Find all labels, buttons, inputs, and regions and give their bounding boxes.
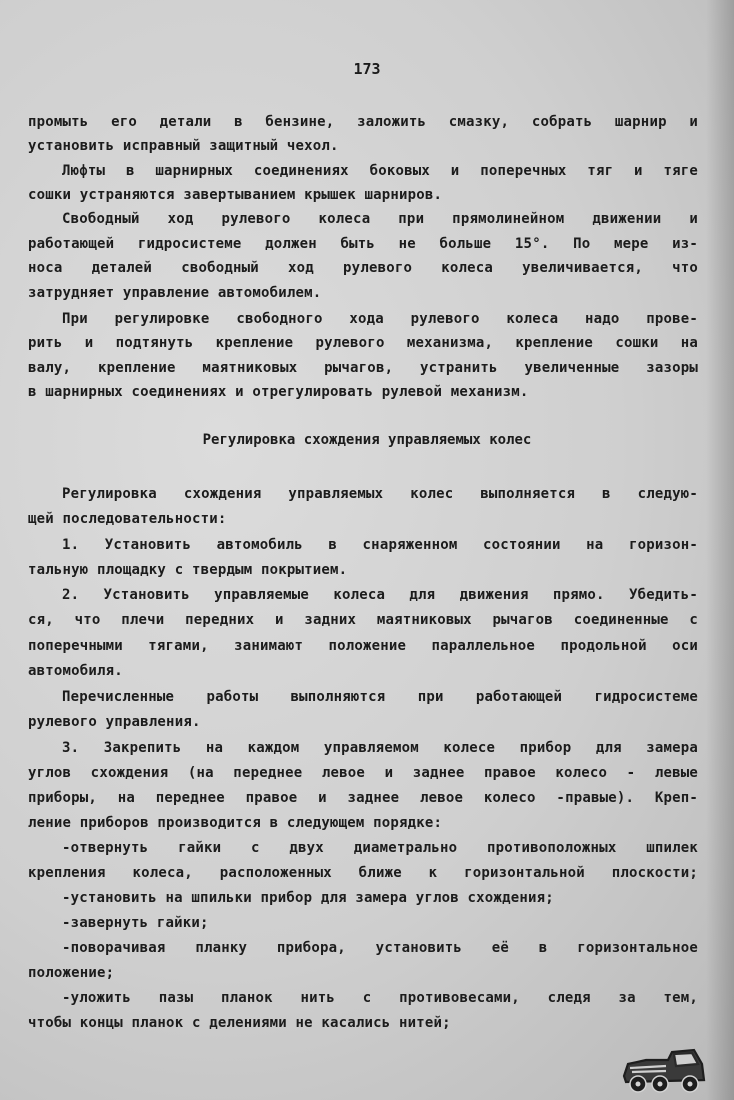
text-line: установить исправный защитный чехол. xyxy=(28,138,339,154)
text-line: -уложить пазы планок нить с противовесами, следя за тем, xyxy=(62,990,698,1006)
text-line: щей последовательности: xyxy=(28,511,227,527)
text-line: При регулировке свободного хода рулевого колеса надо прове- xyxy=(62,311,698,327)
text-line: работающей гидросистеме должен быть не больше 15°. По мере из- xyxy=(28,236,698,252)
text-line: валу, крепление маятниковых рычагов, устранить увеличенные зазоры xyxy=(28,360,698,376)
text-line: крепления колеса, расположенных ближе к горизонтальной плоскости; xyxy=(28,865,698,881)
text-line: сошки устраняются завертыванием крышек шарниров. xyxy=(28,187,443,203)
text-line: в шарнирных соединениях и отрегулировать рулевой механизм. xyxy=(28,384,529,400)
text-line: затрудняет управление автомобилем. xyxy=(28,285,322,301)
page-number: 173 xyxy=(353,60,381,78)
text-line: Перечисленные работы выполняются при работающей гидросистеме xyxy=(62,689,698,705)
text-line: 1. Установить автомобиль в снаряженном состоянии на горизон- xyxy=(62,537,698,553)
text-line: поперечными тягами, занимают положение параллельное продольной оси xyxy=(28,638,698,654)
text-line: автомобиля. xyxy=(28,663,123,679)
truck-logo-icon xyxy=(616,1042,712,1096)
text-line: ление приборов производится в следующем порядке: xyxy=(28,815,443,831)
text-line: углов схождения (на переднее левое и заднее правое колесо - левые xyxy=(28,765,698,781)
text-line: приборы, на переднее правое и заднее левое колесо -правые). Креп- xyxy=(28,790,698,806)
text-line: промыть его детали в бензине, заложить смазку, собрать шарнир и xyxy=(28,114,698,130)
text-line: чтобы концы планок с делениями не касались нитей; xyxy=(28,1015,451,1031)
text-line: ся, что плечи передних и задних маятниковых рычагов соединенные с xyxy=(28,612,698,628)
text-line: носа деталей свободный ход рулевого колеса увеличивается, что xyxy=(28,260,698,276)
text-line: -отвернуть гайки с двух диаметрально противоположных шпилек xyxy=(62,840,698,856)
text-line: Люфты в шарнирных соединениях боковых и поперечных тяг и тяге xyxy=(62,163,698,179)
text-line: -установить на шпильки прибор для замера углов схождения; xyxy=(62,890,554,906)
section-heading: Регулировка схождения управляемых колес xyxy=(202,432,532,448)
text-line: Регулировка схождения управляемых колес выполняется в следую- xyxy=(62,486,698,502)
text-line: -поворачивая планку прибора, установить её в горизонтальное xyxy=(62,940,698,956)
text-line: положение; xyxy=(28,965,115,981)
page-edge-shadow xyxy=(706,0,734,1100)
text-line: рулевого управления. xyxy=(28,714,201,730)
text-line: тальную площадку с твердым покрытием. xyxy=(28,562,348,578)
text-line: Свободный ход рулевого колеса при прямолинейном движении и xyxy=(62,211,698,227)
text-line: 2. Установить управляемые колеса для движения прямо. Убедить- xyxy=(62,587,698,603)
text-line: 3. Закрепить на каждом управляемом колесе прибор для замера xyxy=(62,740,698,756)
text-line: рить и подтянуть крепление рулевого механизма, крепление сошки на xyxy=(28,335,698,351)
text-line: -завернуть гайки; xyxy=(62,915,209,931)
